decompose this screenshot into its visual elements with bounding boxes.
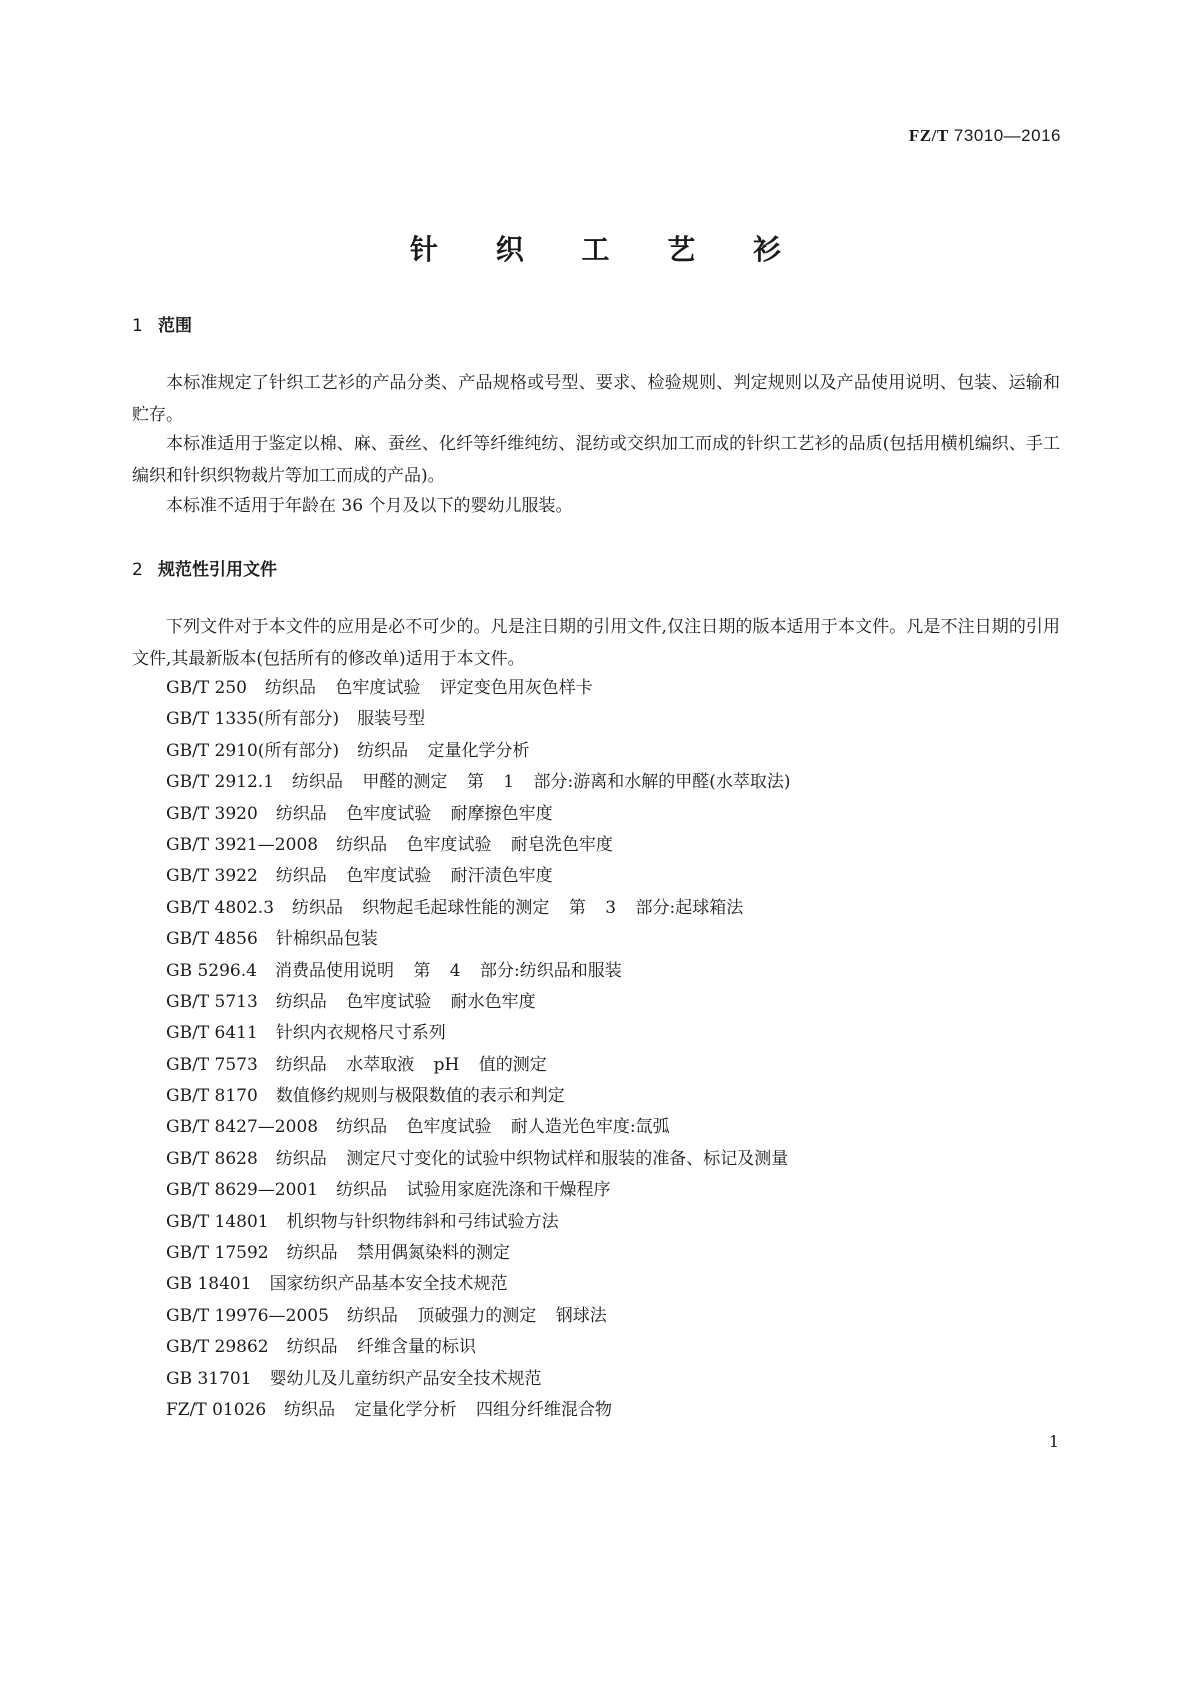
section-1-paragraph-2: 本标准适用于鉴定以棉、麻、蚕丝、化纤等纤维纯纺、混纺或交织加工而成的针织工艺衫的品质(包括用横机编织、手工编织和针织织物裁片等加工而成的产品)。: [132, 434, 1060, 486]
reference-title: 纺织品 纤维含量的标识: [286, 1337, 477, 1358]
reference-item: [166, 1175, 790, 1206]
reference-code: GB/T 6411: [166, 1023, 258, 1044]
reference-item: [166, 704, 790, 735]
section-1-number: 1: [132, 316, 143, 336]
reference-title: 纺织品 水萃取液 pH 值的测定: [275, 1054, 547, 1075]
reference-item: [166, 830, 790, 861]
reference-title: 服装号型: [357, 709, 426, 730]
reference-code: GB 18401: [166, 1274, 252, 1295]
reference-item: [166, 1269, 790, 1300]
reference-item: [166, 799, 790, 830]
reference-code: GB/T 250: [166, 678, 247, 698]
reference-item: [166, 861, 790, 892]
standard-prefix: FZ/T: [908, 126, 949, 145]
reference-code: GB/T 17592: [166, 1243, 269, 1264]
reference-title: 纺织品 定量化学分析 四组分纤维混合物: [284, 1399, 612, 1420]
reference-item: [166, 1395, 790, 1426]
reference-code: GB 31701: [166, 1368, 252, 1389]
reference-code: GB/T 4856: [166, 929, 258, 950]
reference-item: [166, 1238, 790, 1269]
section-1-paragraph-3: 本标准不适用于年龄在 36 个月及以下的婴幼儿服装。: [166, 496, 573, 516]
reference-code: GB/T 14801: [166, 1211, 269, 1232]
reference-code: GB/T 8427—2008: [166, 1117, 319, 1138]
section-2-title: 规范性引用文件: [158, 560, 277, 580]
reference-title: 纺织品 色牢度试验 耐人造光色牢度:氙弧: [336, 1117, 670, 1138]
reference-item: [166, 767, 790, 798]
reference-item: [166, 1332, 790, 1363]
reference-title: 纺织品 色牢度试验 耐摩擦色牢度: [275, 803, 553, 824]
reference-title: 机织物与针织物纬斜和弓纬试验方法: [286, 1211, 559, 1232]
reference-item: [166, 1112, 790, 1143]
document-title-text: 针 织 工 艺 衫: [410, 233, 805, 266]
reference-code: FZ/T 01026: [166, 1399, 267, 1420]
document-title: [0, 228, 1191, 268]
section-2-intro: 下列文件对于本文件的应用是必不可少的。凡是注日期的引用文件,仅注日期的版本适用于本文件。凡是不注日期的引用文件,其最新版本(包括所有的修改单)适用于本文件。: [132, 617, 1060, 669]
reference-code: GB/T 2910(所有部分): [166, 740, 340, 761]
reference-title: 婴幼儿及儿童纺织产品安全技术规范: [269, 1368, 542, 1389]
reference-code: GB/T 19976—2005: [166, 1305, 329, 1326]
reference-code: GB/T 3922: [166, 866, 258, 887]
reference-title: 纺织品 定量化学分析: [357, 740, 530, 761]
section-1-title: 范围: [158, 316, 192, 336]
reference-title: 纺织品 测定尺寸变化的试验中织物试样和服装的准备、标记及测量: [275, 1148, 789, 1169]
reference-title: 纺织品 顶破强力的测定 钢球法: [346, 1305, 607, 1326]
reference-code: GB/T 1335(所有部分): [166, 709, 340, 730]
reference-item: [166, 1207, 790, 1238]
reference-code: GB/T 4802.3: [166, 897, 275, 918]
reference-title: 纺织品 甲醛的测定 第 1 部分:游离和水解的甲醛(水萃取法): [292, 772, 791, 793]
standard-code: 73010—2016: [953, 126, 1061, 145]
reference-item: [166, 893, 790, 924]
reference-code: GB/T 3921—2008: [166, 834, 319, 855]
reference-code: GB/T 8628: [166, 1148, 258, 1169]
reference-title: 数值修约规则与极限数值的表示和判定: [275, 1086, 565, 1107]
reference-title: 国家纺织产品基本安全技术规范: [269, 1274, 508, 1295]
reference-item: [166, 736, 790, 767]
reference-item: [166, 1018, 790, 1049]
standard-number: [909, 126, 1061, 146]
reference-title: 针织内衣规格尺寸系列: [275, 1023, 446, 1044]
reference-code: GB/T 7573: [166, 1054, 258, 1075]
section-1-heading: [132, 311, 192, 336]
reference-title: 纺织品 色牢度试验 耐汗渍色牢度: [275, 866, 553, 887]
reference-code: GB/T 3920: [166, 803, 258, 824]
reference-item: [166, 1144, 790, 1175]
reference-code: GB/T 2912.1: [166, 772, 275, 793]
section-2-heading: [132, 555, 277, 580]
reference-title: 纺织品 色牢度试验 耐皂洗色牢度: [336, 834, 613, 855]
reference-title: 消费品使用说明 第 4 部分:纺织品和服装: [274, 960, 622, 981]
reference-item: [166, 1050, 790, 1081]
page-number: 1: [1048, 1432, 1059, 1451]
reference-title: 纺织品 禁用偶氮染料的测定: [286, 1243, 511, 1264]
reference-title: 纺织品 织物起毛起球性能的测定 第 3 部分:起球箱法: [292, 897, 744, 918]
reference-item: [166, 1301, 790, 1332]
reference-item: [166, 1081, 790, 1112]
reference-title: 纺织品 色牢度试验 耐水色牢度: [275, 991, 536, 1012]
reference-item: [166, 956, 790, 987]
reference-code: GB/T 29862: [166, 1337, 269, 1358]
section-2-number: 2: [132, 560, 143, 580]
reference-code: GB 5296.4: [166, 960, 257, 981]
reference-item: [166, 924, 790, 955]
reference-item: [166, 987, 790, 1018]
section-1-paragraph-1: 本标准规定了针织工艺衫的产品分类、产品规格或号型、要求、检验规则、判定规则以及产品使用说明、包装、运输和贮存。: [132, 373, 1060, 425]
reference-code: GB/T 8629—2001: [166, 1180, 319, 1201]
reference-title: 纺织品 试验用家庭洗涤和干燥程序: [336, 1180, 611, 1201]
reference-title: 纺织品 色牢度试验 评定变色用灰色样卡: [265, 678, 593, 698]
reference-item: [166, 1364, 790, 1395]
reference-title: 针棉织品包装: [275, 929, 378, 950]
reference-list: [166, 673, 790, 1426]
reference-code: GB/T 8170: [166, 1086, 258, 1107]
reference-code: GB/T 5713: [166, 991, 258, 1012]
reference-item: [166, 673, 790, 704]
